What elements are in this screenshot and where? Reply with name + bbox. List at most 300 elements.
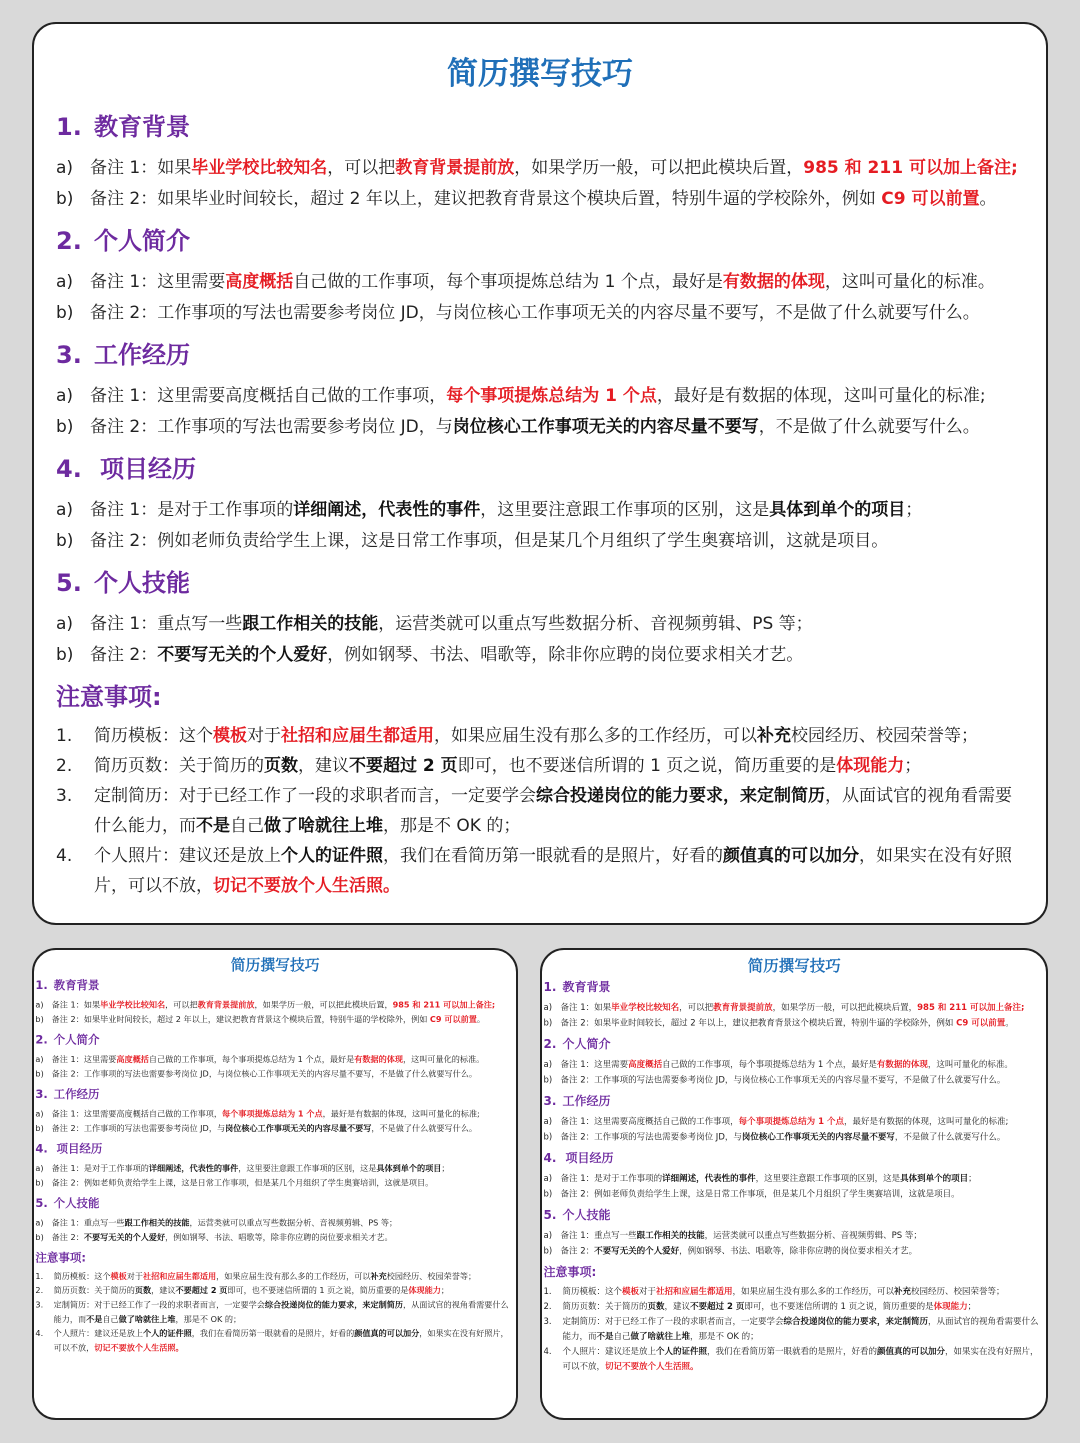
bold-text: 个人的证件照: [656, 1346, 707, 1357]
bold-text: 不是: [196, 816, 230, 836]
note-marker: b): [35, 1178, 44, 1189]
note-marker: a): [35, 1054, 44, 1065]
item-text: [563, 1314, 1046, 1344]
note-marker: b): [35, 1123, 44, 1134]
bold-text: 综合投递岗位的能力要求，来定制简历: [264, 1300, 404, 1310]
note-line: [56, 640, 1024, 671]
note-marker: a): [35, 1218, 44, 1228]
text-segment: 自己做的工作事项，每个事项提炼总结为 1 个点，最好是: [293, 272, 723, 292]
text-segment: 自己: [230, 816, 264, 836]
text-segment: 个人照片：建议还是放上: [94, 846, 281, 866]
highlight-red-text: 社招和应届生都适用: [281, 726, 434, 746]
section-notes: [544, 1171, 1046, 1202]
text-segment: ，可以把: [327, 158, 396, 178]
note-line: [35, 998, 514, 1013]
section-number: 5.: [56, 569, 82, 597]
section-notes: [35, 1052, 514, 1082]
highlight-red-text: 教育背景提前放: [713, 1002, 773, 1013]
section-notes: [35, 998, 514, 1028]
text-segment: ；: [441, 1163, 450, 1174]
text-segment: 备注 1：如果: [51, 1000, 101, 1010]
note-text: [90, 153, 1024, 184]
note-marker: a): [35, 1109, 44, 1119]
item-number: 3.: [543, 1316, 552, 1327]
note-text: [90, 640, 1024, 671]
note-line: [56, 412, 1024, 443]
text-segment: 备注 2：工作事项的写法也需要参考岗位 JD，与岗位核心工作事项无关的内容尽量不要写，不是做了什么就要写什么。: [51, 1069, 477, 1080]
bold-text: 页数: [134, 1286, 152, 1296]
section-number: 3.: [35, 1087, 48, 1102]
text-segment: 。: [979, 189, 997, 209]
text-segment: ，如果实在没有好照片，可以不放，: [94, 846, 1012, 896]
note-marker: b): [543, 1018, 553, 1028]
text-segment: 简历模板：这个: [562, 1286, 622, 1297]
text-segment: 个人照片：建议还是放上: [53, 1329, 143, 1339]
text-segment: 定制简历：对于已经工作了一段的求职者而言，一定要学会: [94, 786, 536, 806]
note-marker: a): [56, 158, 74, 178]
section-name: 教育背景: [562, 980, 611, 994]
text-segment: 备注 2：工作事项的写法也需要参考岗位 JD，与: [51, 1123, 226, 1134]
note-marker: b): [35, 1015, 44, 1025]
bold-text: 页数: [647, 1301, 665, 1312]
item-text: [563, 1284, 1046, 1299]
note-marker: a): [543, 1059, 553, 1070]
highlight-red-text: 模板: [213, 726, 247, 746]
bold-text: 补充: [370, 1271, 387, 1282]
note-line: [544, 1114, 1046, 1130]
text-segment: ，不是做了什么就要写什么。: [894, 1132, 1006, 1142]
text-segment: ，最好是有数据的体现，这叫可量化的标准;: [843, 1116, 1009, 1127]
section-notes: [35, 1216, 514, 1246]
text-segment: 备注 2：工作事项的写法也需要参考岗位 JD，与岗位核心工作事项无关的内容尽量不要写，不是做了什么就要写什么。: [560, 1075, 1006, 1085]
section-number: 5.: [543, 1208, 557, 1222]
bold-text: 个人的证件照: [142, 1329, 192, 1339]
bold-text: 不要超过 2 页: [690, 1301, 745, 1312]
text-segment: 备注 1：是对于工作事项的: [90, 500, 294, 520]
text-segment: 备注 1：是对于工作事项的: [51, 1163, 149, 1174]
text-segment: ，那是不 OK 的；: [690, 1331, 759, 1342]
text-segment: ，最好是有数据的体现，这叫可量化的标准;: [322, 1109, 480, 1119]
text-segment: ，这叫可量化的标准。: [402, 1054, 485, 1065]
note-marker: b): [543, 1189, 553, 1199]
section-number: 4.: [56, 455, 82, 483]
bold-text: 做了啥就往上堆: [630, 1331, 690, 1342]
section-name: 个人简介: [562, 1037, 611, 1051]
text-segment: 即可，也不要迷信所谓的 1 页之说，简历重要的是: [457, 756, 837, 776]
text-segment: 对于: [639, 1286, 656, 1297]
text-segment: 备注 1：重点写一些: [560, 1230, 637, 1241]
highlight-red-text: 985 和 211 可以加上备注;: [392, 1000, 496, 1010]
section-name: 个人简介: [94, 227, 190, 255]
text-segment: ，我们在看简历第一眼就看的是照片，好看的: [191, 1329, 355, 1339]
highlight-red-text: 985 和 211 可以加上备注;: [917, 1002, 1025, 1013]
note-text: [90, 184, 1024, 215]
text-segment: ，如果实在没有好照片，可以不放，: [53, 1329, 509, 1353]
text-segment: ，可以把: [165, 1000, 198, 1010]
thumbnail-content-right: [542, 950, 1048, 1420]
text-segment: 简历模板：这个: [94, 726, 213, 746]
text-segment: 简历页数：关于简历的: [53, 1286, 135, 1296]
item-number: 2.: [543, 1301, 552, 1312]
note-marker: b): [35, 1232, 44, 1243]
thumbnail-preview-right[interactable]: [540, 948, 1048, 1420]
bold-text: 详细阐述，代表性的事件: [662, 1173, 756, 1184]
document-content: [56, 54, 1024, 901]
text-segment: ，如果学历一般，可以把此模块后置，: [772, 1002, 918, 1013]
note-text: [52, 1107, 515, 1122]
highlight-red-text: 模板: [622, 1286, 639, 1297]
highlight-red-text: 高度概括: [116, 1054, 149, 1065]
section-number: 3.: [543, 1094, 557, 1108]
section-name: 项目经历: [565, 1151, 614, 1165]
note-line: [56, 298, 1024, 329]
bold-text: 不要超过 2 页: [349, 756, 458, 776]
highlight-red-text: 有数据的体现: [876, 1059, 928, 1070]
section-notes: [56, 609, 1024, 671]
text-segment: ，运营类就可以重点写些数据分析、音视频剪辑、PS 等；: [378, 614, 813, 634]
text-segment: 简历页数：关于简历的: [94, 756, 264, 776]
note-text: [561, 1171, 1046, 1187]
highlight-red-text: 有数据的体现: [722, 272, 825, 292]
highlight-red-text: 切记不要放个人生活照。: [94, 1343, 184, 1353]
text-segment: ，可以把: [679, 1002, 714, 1013]
bold-text: 具体到单个的项目: [769, 500, 906, 520]
note-marker: a): [56, 614, 74, 634]
text-segment: 定制简历：对于已经工作了一段的求职者而言，一定要学会: [53, 1300, 265, 1310]
note-text: [90, 298, 1024, 329]
section-heading-4: [35, 1140, 514, 1157]
note-marker: b): [56, 645, 74, 665]
section-name: 教育背景: [94, 113, 190, 141]
text-segment: 备注 2：例如老师负责给学生上课，这是日常工作事项，但是某几个月组织了学生奥赛培训，这就是项目。: [560, 1189, 960, 1199]
section-number: 1.: [56, 113, 82, 141]
text-segment: 备注 1：这里需要: [560, 1059, 629, 1070]
note-line: [544, 1130, 1046, 1146]
bold-text: 具体到单个的项目: [376, 1163, 442, 1174]
bold-text: 岗位核心工作事项无关的内容尽量不要写: [225, 1123, 372, 1134]
section-notes: [544, 1228, 1046, 1259]
text-segment: 备注 1：这里需要: [51, 1054, 117, 1065]
text-segment: ；: [968, 1173, 977, 1184]
document-title: 简历撰写技巧: [230, 956, 320, 974]
text-segment: 。: [1005, 1018, 1014, 1028]
section-name: 个人技能: [53, 1196, 100, 1211]
item-text: [94, 841, 1024, 901]
section-notes: [56, 153, 1024, 215]
section-heading-5: [56, 565, 1024, 601]
item-text: [563, 1344, 1046, 1374]
note-line: [544, 1228, 1046, 1244]
section-heading-1: [544, 978, 1046, 996]
bold-text: 不要写无关的个人爱好: [157, 645, 328, 665]
note-text: [561, 1114, 1046, 1130]
attention-item: [544, 1344, 1046, 1374]
highlight-red-text: 毕业学校比较知名: [191, 158, 328, 178]
note-marker: a): [56, 272, 74, 292]
note-line: [56, 609, 1024, 640]
section-name: 项目经历: [100, 455, 196, 483]
highlight-red-text: C9 可以前置: [881, 189, 980, 209]
note-marker: b): [543, 1246, 553, 1256]
bold-text: 不是: [86, 1314, 103, 1325]
text-segment: 即可，也不要迷信所谓的 1 页之说，简历重要的是: [744, 1301, 934, 1312]
note-line: [544, 1244, 1046, 1260]
text-segment: ，如果实在没有好照片，可以不放，: [562, 1346, 1039, 1372]
highlight-red-text: C9 可以前置: [429, 1015, 477, 1025]
note-line: [35, 1122, 514, 1137]
item-text: [94, 781, 1024, 841]
text-segment: 备注 1：如果: [560, 1002, 612, 1013]
bold-text: 详细阐述，代表性的事件: [148, 1163, 239, 1174]
highlight-red-text: 毕业学校比较知名: [611, 1002, 680, 1013]
note-marker: a): [543, 1173, 553, 1184]
text-segment: ，例如钢琴、书法、唱歌等，除非你应聘的岗位要求相关才艺。: [327, 645, 804, 665]
note-line: [56, 381, 1024, 412]
bold-text: 做了啥就往上堆: [264, 816, 383, 836]
highlight-red-text: 教育背景提前放: [197, 1000, 255, 1010]
text-segment: ，如果学历一般，可以把此模块后置，: [514, 158, 804, 178]
bold-text: 不要超过 2 页: [175, 1286, 228, 1296]
note-text: [52, 1161, 515, 1176]
text-segment: 备注 2：: [90, 645, 158, 665]
note-text: [90, 381, 1024, 412]
note-line: [35, 1052, 514, 1067]
text-segment: ，运营类就可以重点写些数据分析、音视频剪辑、PS 等；: [704, 1230, 922, 1241]
item-number: 4.: [543, 1346, 552, 1357]
thumbnail-content-left: [34, 950, 518, 1420]
text-segment: ；: [440, 1286, 450, 1296]
note-text: [561, 1244, 1046, 1260]
note-text: [52, 1216, 515, 1231]
attention-item: [544, 1284, 1046, 1299]
item-text: [54, 1298, 515, 1327]
attention-item: [35, 1298, 514, 1327]
note-line: [35, 1176, 514, 1191]
text-segment: ，这里要注意跟工作事项的区别，这是: [238, 1163, 377, 1174]
note-marker: b): [543, 1132, 553, 1142]
item-number: 1.: [543, 1286, 552, 1297]
text-segment: ，如果应届生没有那么多的工作经历，可以: [434, 726, 757, 746]
item-number: 1.: [56, 726, 73, 746]
attention-item: [35, 1327, 514, 1356]
text-segment: ，这叫可量化的标准。: [824, 272, 995, 292]
highlight-red-text: 模板: [110, 1271, 127, 1282]
section-heading-5: [544, 1206, 1046, 1224]
attention-item: [56, 841, 1024, 901]
bold-text: 跟工作相关的技能: [242, 614, 379, 634]
text-segment: ，这里要注意跟工作事项的区别，这是: [480, 500, 770, 520]
text-segment: ，运营类就可以重点写些数据分析、音视频剪辑、PS 等；: [189, 1218, 398, 1228]
text-segment: 备注 1：重点写一些: [51, 1218, 125, 1228]
section-number: 3.: [56, 341, 82, 369]
text-segment: ，我们在看简历第一眼就看的是照片，好看的: [383, 846, 723, 866]
note-line: [544, 1000, 1046, 1016]
text-segment: 备注 1：是对于工作事项的: [560, 1173, 663, 1184]
text-segment: ；: [905, 500, 923, 520]
attention-item: [544, 1299, 1046, 1314]
text-segment: ，这里要注意跟工作事项的区别，这是: [755, 1173, 901, 1184]
text-segment: 备注 2：如果毕业时间较长，超过 2 年以上，建议把教育背景这个模块后置，特别牛逼的学校除外，例如: [90, 189, 882, 209]
document-content: [35, 956, 514, 1356]
text-segment: ，如果应届生没有那么多的工作经历，可以: [216, 1271, 371, 1282]
main-document-card: [32, 22, 1048, 925]
highlight-red-text: 体现能力: [408, 1286, 441, 1296]
note-text: [561, 1130, 1046, 1146]
note-line: [56, 495, 1024, 526]
text-segment: 对于: [126, 1271, 143, 1282]
thumbnail-preview-left[interactable]: [32, 948, 518, 1420]
note-text: [90, 609, 1024, 640]
document-content: [544, 956, 1046, 1374]
note-text: [52, 998, 515, 1013]
document-title: 简历撰写技巧: [447, 56, 633, 92]
highlight-red-text: 高度概括: [225, 272, 294, 292]
text-segment: ，建议: [298, 756, 349, 776]
section-heading-3: [544, 1092, 1046, 1110]
text-segment: ；: [967, 1301, 977, 1312]
item-number: 3.: [35, 1300, 44, 1310]
note-line: [544, 1171, 1046, 1187]
note-marker: a): [35, 1000, 44, 1010]
highlight-red-text: 教育背景提前放: [395, 158, 515, 178]
text-segment: 备注 2：例如老师负责给学生上课，这是日常工作事项，但是某几个月组织了学生奥赛培训，这就是项目。: [51, 1178, 434, 1189]
attention-item: [56, 751, 1024, 781]
note-line: [544, 1073, 1046, 1089]
text-segment: 备注 2：工作事项的写法也需要参考岗位 JD，与: [90, 417, 453, 437]
note-marker: b): [543, 1075, 553, 1085]
text-segment: 备注 1：这里需要: [90, 272, 226, 292]
text-segment: ，建议: [664, 1301, 690, 1312]
attention-heading: 注意事项:: [35, 1251, 86, 1265]
text-segment: 备注 1：如果: [90, 158, 192, 178]
bold-text: 补充: [894, 1286, 911, 1297]
text-segment: 备注 2：工作事项的写法也需要参考岗位 JD，与岗位核心工作事项无关的内容尽量不要写，不是做了什么就要写什么。: [90, 303, 980, 323]
bold-text: 颜值真的可以加分: [877, 1346, 945, 1357]
bold-text: 不要写无关的个人爱好: [594, 1246, 680, 1256]
section-heading-4: [544, 1149, 1046, 1167]
section-number: 2.: [543, 1037, 557, 1051]
text-segment: 备注 2：如果毕业时间较长，超过 2 年以上，建议把教育背景这个模块后置，特别牛逼的学校除外，例如: [560, 1018, 957, 1028]
note-line: [35, 1216, 514, 1231]
attention-item: [56, 781, 1024, 841]
bold-text: 不要写无关的个人爱好: [83, 1232, 166, 1243]
text-segment: 个人照片：建议还是放上: [562, 1346, 656, 1357]
text-segment: 备注 1：这里需要高度概括自己做的工作事项，: [90, 386, 447, 406]
note-text: [561, 1000, 1046, 1016]
note-line: [35, 1161, 514, 1176]
text-segment: 备注 1：这里需要高度概括自己做的工作事项，: [560, 1116, 739, 1127]
note-marker: a): [56, 500, 74, 520]
text-segment: ，从面试官的视角看需要什么能力，而: [53, 1300, 509, 1325]
section-heading-5: [35, 1195, 514, 1212]
bold-text: 岗位核心工作事项无关的内容尽量不要写: [741, 1132, 895, 1142]
bold-text: 做了啥就往上堆: [118, 1314, 176, 1325]
note-line: [56, 526, 1024, 557]
attention-heading: 注意事项:: [56, 683, 162, 711]
text-segment: ，那是不 OK 的；: [383, 816, 521, 836]
item-text: [563, 1299, 1046, 1314]
note-text: [561, 1228, 1046, 1244]
item-text: [54, 1269, 515, 1283]
section-name: 个人技能: [562, 1208, 611, 1222]
section-number: 4.: [543, 1151, 557, 1165]
section-heading-2: [544, 1035, 1046, 1053]
note-marker: a): [35, 1163, 44, 1174]
section-number: 1.: [35, 978, 48, 993]
highlight-red-text: 每个事项提炼总结为 1 个点: [738, 1116, 844, 1127]
item-text: [54, 1284, 515, 1298]
note-marker: b): [56, 531, 74, 551]
text-segment: 备注 2：工作事项的写法也需要参考岗位 JD，与: [560, 1132, 742, 1142]
highlight-red-text: 每个事项提炼总结为 1 个点: [446, 386, 657, 406]
highlight-red-text: 有数据的体现: [354, 1054, 403, 1065]
text-segment: 自己做的工作事项，每个事项提炼总结为 1 个点，最好是: [662, 1059, 877, 1070]
note-line: [544, 1057, 1046, 1073]
text-segment: 备注 2：: [560, 1246, 595, 1256]
text-segment: ，不是做了什么就要写什么。: [371, 1123, 477, 1134]
bold-text: 综合投递岗位的能力要求，来定制简历: [536, 786, 825, 806]
text-segment: ，不是做了什么就要写什么。: [758, 417, 980, 437]
bold-text: 补充: [757, 726, 791, 746]
section-heading-1: [35, 977, 514, 994]
note-text: [52, 1013, 515, 1028]
bold-text: 跟工作相关的技能: [636, 1230, 705, 1241]
note-text: [90, 526, 1024, 557]
note-text: [90, 412, 1024, 443]
bold-text: 跟工作相关的技能: [124, 1218, 190, 1228]
section-notes: [56, 495, 1024, 557]
item-number: 3.: [56, 786, 73, 806]
attention-heading: 注意事项:: [543, 1265, 597, 1279]
highlight-red-text: 体现能力: [836, 756, 905, 776]
section-notes: [544, 1057, 1046, 1088]
section-name: 个人技能: [94, 569, 190, 597]
section-notes: [544, 1114, 1046, 1145]
highlight-red-text: 切记不要放个人生活照。: [605, 1361, 699, 1372]
note-marker: a): [543, 1002, 553, 1013]
section-name: 教育背景: [53, 978, 100, 993]
text-segment: ，从面试官的视角看需要什么能力，而: [94, 786, 1012, 836]
text-segment: 备注 2：如果毕业时间较长，超过 2 年以上，建议把教育背景这个模块后置，特别牛逼的学校除外，例如: [51, 1015, 430, 1025]
text-segment: 简历模板：这个: [53, 1271, 111, 1282]
note-line: [544, 1187, 1046, 1203]
item-number: 4.: [35, 1329, 44, 1339]
item-number: 2.: [35, 1286, 44, 1296]
bold-text: 颜值真的可以加分: [354, 1329, 420, 1339]
text-segment: ，这叫可量化的标准。: [927, 1059, 1013, 1070]
document-title: 简历撰写技巧: [747, 957, 841, 975]
text-segment: 对于: [247, 726, 281, 746]
text-segment: 校园经历、校园荣誉等；: [386, 1271, 477, 1282]
note-text: [561, 1016, 1046, 1032]
text-segment: 备注 1：重点写一些: [90, 614, 243, 634]
section-heading-2: [35, 1031, 514, 1048]
text-segment: 简历页数：关于简历的: [562, 1301, 648, 1312]
text-segment: ，那是不 OK 的；: [175, 1314, 242, 1325]
highlight-red-text: 社招和应届生都适用: [656, 1286, 733, 1297]
note-text: [52, 1122, 515, 1137]
item-number: 1.: [35, 1271, 44, 1282]
section-heading-4: [56, 451, 1024, 487]
note-marker: a): [56, 386, 74, 406]
section-notes: [56, 267, 1024, 329]
note-text: [52, 1052, 515, 1067]
attention-item: [56, 721, 1024, 751]
text-segment: 定制简历：对于已经工作了一段的求职者而言，一定要学会: [562, 1316, 784, 1327]
text-segment: ，如果应届生没有那么多的工作经历，可以: [732, 1286, 894, 1297]
section-heading-3: [56, 337, 1024, 373]
text-segment: ，例如钢琴、书法、唱歌等，除非你应聘的岗位要求相关才艺。: [165, 1232, 393, 1243]
